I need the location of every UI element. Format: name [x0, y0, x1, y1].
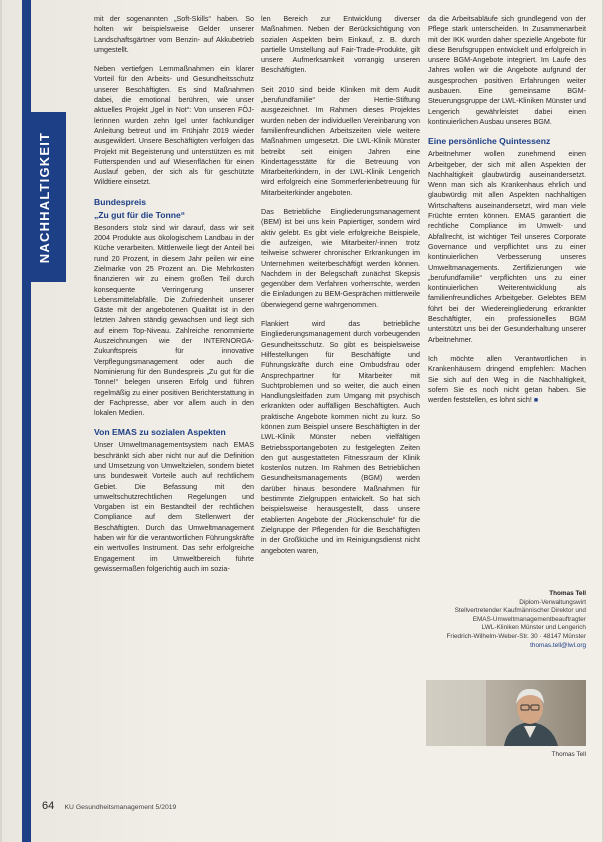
col3-paragraph-3 [428, 354, 586, 406]
article-column-1 [94, 14, 254, 750]
author-info [422, 590, 586, 650]
col3-paragraph-3-text: Ich möchte allen Verantwortlichen in Krankenhäusern dringend empfehlen: Machen Sie sich auf den Weg in die Nachhaltigkeit, sofern Sie es noch nicht getan haben. Sie werden feststellen, es lohnt sich! [428, 353, 586, 405]
author-role-2: EMAS-Umweltmanagementbeauftragter [472, 615, 586, 623]
author-name: Thomas Tell [549, 590, 586, 597]
col2-paragraph-2: Seit 2010 sind beide Kliniken mit dem Audit „berufundfamilie“ der Hertie-Stiftung ausgezeichnet. Im Rahmen dieses Projektes wurden neben der individuellen Vereinbarung von familienfreundlichen Arbeitszeiten viele weitere Maßnahmen umgesetzt. Die LWL-Klinik Münster betreibt seit einigen Jahren eine Kindertagesstätte für die Betreuung von Mitarbeiterkindern, in der LWL-Klinik Lengerich wird erfolgreich eine Sommerferienbetreuung für Mitarbeiterkinder angeboten. [261, 84, 420, 197]
col1-paragraph-3: Besonders stolz sind wir darauf, dass wir seit 2004 Produkte aus ökologischem Landbau in der Küche verarbeiten. Mittlerweile liegt der Anteil bei rund 20 Prozent, in diesem Jahr peilen wir eine Zielmarke von 25 Prozent an. Die Mehrkosten finanzieren wir zu einem großen Teil durch konsequente Verringerung unserer Lebensmittelabfälle. Die Zufriedenheit unserer Gäste mit der angebotenen Qualität ist in den letzten Jahren ständig gewachsen und liegt sich auf einem Top-Niveau. Zahlreiche renommierte Auszeichnungen wie der INTERNORGA-Zukunftspreis für innovative Verpflegungsmanagement oder auch die Nominierung für den Bundespreis „Zu gut für die Tonne!“ belegen unseren Erfolg und führen regelmäßig zu einer positiven Berichterstattung in der Fachpresse, aber vor allem auch in den lokalen Medien. [94, 222, 254, 418]
col2-paragraph-3: Das Betriebliche Eingliederungsmanagement (BEM) ist bei uns kein Papiertiger, sondern wird aktiv gelebt. Es gibt viele erfolgreiche Beispiele, die aufzeigen, wie Mitarbeiter/-innen trotz teilweise schwerer chronischer Erkrankungen im Unternehmen weiterbeschäftigt werden können. Nachdem in der Belegschaft zunächst Skepsis gegenüber dem Verfahren vorherrschte, werden die Einladungen zu BEM-Gesprächen mittlerweile überwiegend gerne wahrgenommen. [261, 207, 420, 309]
col1-paragraph-1: mit der sogenannten „Soft-Skills“ haben. So holten wir beispielsweise Gelder unserer Landschaftsgärtner vom Benzin- auf Akkubetrieb umgestellt. [94, 14, 254, 54]
author-address: Friedrich-Wilhelm-Weber-Str. 30 · 48147 Münster [446, 632, 586, 640]
col1-paragraph-4: Unser Umweltmanagementsystem nach EMAS beschränkt sich aber nicht nur auf die Definition und Umsetzung von Umweltzielen, sondern bietet uns bundesweit Vorteile auch auf rechtlichem Gebiet. Die Befassung mit den umweltschutzrechtlichen Regelungen und Vorgaben ist ein Bestandteil der rechtlichen Compliance auf dem Stellenwert der Beschäftigten. Durch das Umweltmanagement haben wir für die verantwortlichen Führungskräfte ein wertvolles Instrument. Das sehr erfolgreiche Engagement im Umweltbereich führte gewissermaßen folgerichtig auch im sozia- [94, 440, 254, 573]
author-role-1: Stellvertretender Kaufmännischer Direktor und [454, 607, 586, 615]
section-label: NACHHALTIGKEIT [37, 131, 53, 263]
col2-paragraph-1: len Bereich zur Entwicklung diverser Maßnahmen. Neben der Berücksichtigung von sozialen Aspekten beim Einkauf, z. B. durch partielle Umstellung auf Fair-Trade-Produkte, gilt unsere Aufmerksamkeit vorrangig unseren Beschäftigten. [261, 14, 420, 75]
author-photo [426, 680, 586, 746]
article-column-2 [261, 14, 420, 770]
col3-paragraph-1: da die Arbeitsabläufe sich grundlegend von der Pflege stark unterscheiden. In Zusammenarbeit mit der IKK wurden daher spezielle Angebote für diese Berufsgruppen entwickelt und erfolgreich in unsere BGM-Angebote integriert. Im Laufe des Jahres wollen wir die Angebote aufgrund der ausgesprochen positiven Erfahrungen weiter ausbauen. Eine gemeinsame BGM-Steuerungsgruppe der LWL-Kliniken Münster und Lengerich gewährleistet dabei einen kontinuierlichen Ausbau unseres BGM. [428, 14, 586, 126]
heading-bundespreis-sub: „Zu gut für die Tonne“ [94, 209, 186, 220]
section-tab [24, 112, 66, 282]
heading-bundespreis: Bundespreis [94, 196, 147, 207]
heading-emas: Von EMAS zu sozialen Aspekten [94, 427, 226, 438]
author-photo-illustration [426, 680, 586, 746]
article-column-3 [428, 14, 586, 594]
col2-paragraph-4: Flankiert wird das betriebliche Eingliederungsmanagement durch vorbeugenden Gesundheitsschutz. So gibt es beispielsweise Hilfestellungen für Beschäftigte und Führungskräfte durch eine Ombudsfrau oder Ansprechpartner für Mitarbeiter mit Suchtproblemen und so weiter, die auch einen Handlungsleitfaden zum Umgang mit psychisch erkrankten oder auffälligen Beschäftigten. Auch praktische Angebote kommen nicht zu kurz. So können zum Beispiel unsere Beschäftigten in der LWL-Klinik Münster neben vielfältigen Betriebssportangeboten zu festgelegten Zeiten den gut ausgestatteten Fitnessraum der Klinik kostenlos nutzen. Im Rahmen des Betrieblichen Gesundheitsmanagements (BGM) werden darüber hinaus besondere Maßnahmen für bestimmte Zielgruppen entwickelt. So hat sich beispielsweise herausgestellt, dass unsere etablierten Angebote der „Rückenschule“ für die Zielgruppe der Pflegenden für die Beschäftigten in der Großküche und im Reinigungsdienst nicht angeboten waren, [261, 319, 420, 555]
author-title: Diplom-Verwaltungswirt [519, 598, 586, 606]
publication-name: KU Gesundheitsmanagement 5/2019 [64, 804, 177, 811]
photo-caption: Thomas Tell [551, 751, 586, 758]
heading-quintessenz: Eine persönliche Quintessenz [428, 136, 551, 147]
page-footer [42, 800, 176, 812]
page-number: 64 [42, 800, 55, 812]
col3-paragraph-2: Arbeitnehmer wollen zunehmend einen Arbeitgeber, der sich mit allen Aspekten der Nachhaltigkeit glaubwürdig auseinandersetzt. Wenn man sich als Krankenhaus ehrlich und glaubwürdig mit allen Aspekten nachhaltigen Wirtschaftens auseinandersetzt, wird man viele Früchte ernten können. EMAS garantiert die rechtliche Compliance im Umwelt- und Abfallrecht, ist wichtiger Teil unseres Corporate Governance und verpflichtet uns zu einer kontinuierlichen Verbesserung unseres Umweltmanagements. Zertifizierungen wie „berufundfamilie“ verpflichten uns zu einer kontinuierlichen Weiterentwicklung als familienfreundliches Arbeitgeber. Gelebtes BEM führt bei der Wiedereingliederung erkrankter Beschäftigter, ein professionelles BGM unterstützt uns bei der Gesunderhaltung unserer Arbeitnehmer. [428, 149, 586, 344]
col1-paragraph-2: Neben vertiefgen Lernmaßnahmen ein klarer Vorteil für den Arbeits- und Gesundheitsschutz unserer Beschäftigten. Es sind Maßnahmen dabei, die emotional berühren, wie unser aktuelles Projekt „Igel in Not“: Von unseren FÖJ-lerinnen wurden zehn Igel unter fachkundiger Anleitung betreut und im Frühjahr 2019 wieder ausgewildert. Unsere Beschäftigten verfolgen das Projekt mit Begeisterung und unterstützen es mit Futterspenden und auf Wiesenflächen für einen Auslauf geben, der sich als für geschützte Wildtiere einsetzt. [94, 64, 254, 187]
magazine-page [2, 0, 602, 842]
end-mark: ■ [533, 397, 539, 405]
author-role-3: LWL-Kliniken Münster und Lengerich [481, 624, 586, 632]
author-email[interactable]: thomas.tell@lwl.org [530, 641, 586, 649]
